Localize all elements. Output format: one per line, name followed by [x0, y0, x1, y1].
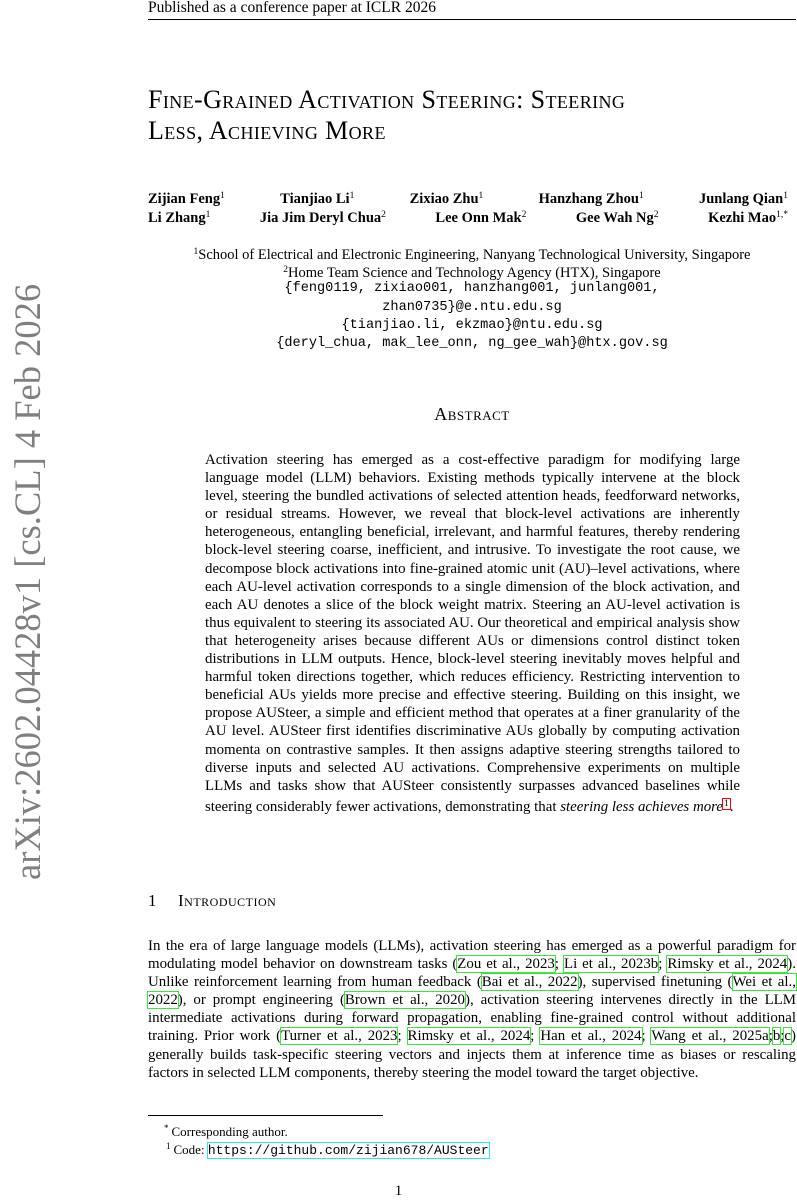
footnote-link[interactable]: 1 — [724, 798, 729, 809]
author: Hanzhang Zhou$^1$ — [538, 191, 644, 207]
author: Li Zhang$^1$ — [148, 210, 211, 226]
author-row-1 — [148, 188, 788, 208]
citation-link[interactable]: Zou et al., 2023 — [457, 956, 555, 973]
footnote-code: $^1$ Code: https://github.com/zijian678/AUSteer — [166, 1141, 489, 1158]
citation-link[interactable]: Han et al., 2024 — [540, 1028, 642, 1045]
author: Zixiao Zhu$^1$ — [409, 191, 484, 207]
running-header: Published as a conference paper at ICLR 2026 — [148, 0, 436, 16]
email-line-2: zhan0735}@e.ntu.edu.sg — [382, 300, 562, 315]
citation-link[interactable]: b — [772, 1028, 781, 1045]
introduction-paragraph: In the era of large language models (LLMs), activation steering has emerged as a powerful paradigm for modulating model behavior on downstream tasks (Zou et al., 2023; Li et al., 2023b; Rimsky et al., 2024). Unlike reinforcement learning from human feedback (Bai et al., 2022), supervised finetuning (Wei et al., 2022), or prompt engineering (Brown et al., 2020), activation steering intervenes directly in the LLM intermediate activations during forward propagation, enabling fine-grained control without additional training. Prior work (Turner et al., 2023; Rimsky et al., 2024; Han et al., 2024; Wang et al., 2025a;b;c) generally builds task-specific steering vectors and injects them at inference time as biases or rescaling factors in selected LLM components, thereby steering the model toward the target objective. — [148, 938, 797, 1081]
citation-link[interactable]: Wang et al., 2025a — [651, 1028, 769, 1045]
author: Gee Wah Ng$^2$ — [575, 210, 659, 226]
section-title: Introduction — [178, 891, 277, 910]
title-line-1: Fine-Grained Activation Steering: Steering — [148, 85, 626, 114]
author: Lee Onn Mak$^2$ — [435, 210, 527, 226]
header-rule — [148, 19, 796, 20]
author: Zijian Feng$^1$ — [148, 191, 225, 207]
page-number: 1 — [394, 1183, 403, 1199]
citation-link[interactable]: Wei et al., 2022 — [148, 974, 796, 1009]
author: Junlang Qian$^1$ — [698, 191, 788, 207]
abstract-emphasis: steering less achieves more — [560, 798, 724, 815]
citation-link[interactable]: Bai et al., 2022 — [481, 974, 578, 991]
citation-link[interactable]: Rimsky et al., 2024 — [667, 956, 788, 973]
abstract-body: Activation steering has emerged as a cost-effective paradigm for modifying large language model (LLM) behaviors. Existing methods typically intervene at the block level, steering the bundled activations of selected attention heads, feedforward networks, or residual streams. However, we reveal that block-level activations are inherently heterogeneous, entangling beneficial, irrelevant, and harmful features, thereby rendering block-level steering coarse, inefficient, and intrusive. To investigate the root cause, we decompose block activations into fine-grained atomic unit (AU)–level activations, where each AU-level activation corresponds to a single dimension of the block activation, and each AU denotes a slice of the block weight matrix. Steering an AU-level activation is thus equivalent to steering its associated AU. Our theoretical and empirical analysis show that heterogeneity arises because different AUs or dimensions control distinct token distributions in LLM outputs. Hence, block-level steering inevitably moves helpful and harmful token directions together, which reduces efficiency. Restricting intervention to beneficial AUs yields more precise and effective steering. Building on this insight, we propose AUSteer, a simple and efficient method that operates at a finer granularity of the AU level. AUSteer first identifies discriminative AUs globally by computing activation momenta on contrastive samples. It then assigns adaptive steering strengths tailored to diverse inputs and selected AU activations. Comprehensive experiments on multiple LLMs and tasks show that AUSteer consistently surpasses advanced baselines while steering considerably fewer activations, demonstrating that steering less achieves more$^1$. — [205, 452, 740, 815]
author: Tianjiao Li$^1$ — [280, 191, 355, 207]
citation-link[interactable]: Rimsky et al., 2024 — [407, 1028, 531, 1045]
affiliation-1: $^1$School of Electrical and Electronic Engineering, Nanyang Technological University, Singapore — [193, 247, 751, 263]
affiliation-2: $^2$Home Team Science and Technology Agency (HTX), Singapore — [283, 265, 661, 281]
citation-link[interactable]: Turner et al., 2023 — [281, 1028, 398, 1045]
citation-link[interactable]: Li et al., 2023b — [563, 956, 659, 973]
section-number: 1 — [148, 891, 157, 910]
email-line-4: {deryl_chua, mak_lee_onn, ng_gee_wah}@htx.gov.sg — [276, 336, 668, 351]
footnote-rule — [148, 1115, 383, 1116]
title-line-2: Less, Achieving More — [148, 116, 386, 145]
arxiv-stamp: arXiv:2602.04428v1 [cs.CL] 4 Feb 2026 — [7, 283, 48, 880]
email-line-1: {feng0119, zixiao001, hanzhang001, junlang001, — [284, 281, 660, 296]
author: Kezhi Mao$^{1,*}$ — [708, 210, 788, 226]
author: Jia Jim Deryl Chua$^2$ — [259, 210, 386, 226]
email-line-3: {tianjiao.li, ekzmao}@ntu.edu.sg — [341, 318, 603, 333]
code-url-link[interactable]: https://github.com/zijian678/AUSteer — [207, 1143, 489, 1158]
abstract-heading: Abstract — [434, 404, 510, 424]
citation-link[interactable]: Brown et al., 2020 — [344, 992, 465, 1009]
citation-link[interactable]: c — [784, 1028, 792, 1045]
footnote-corresponding: * Corresponding author. — [164, 1123, 288, 1139]
author-row-2 — [148, 207, 788, 227]
paper-title — [148, 84, 797, 146]
